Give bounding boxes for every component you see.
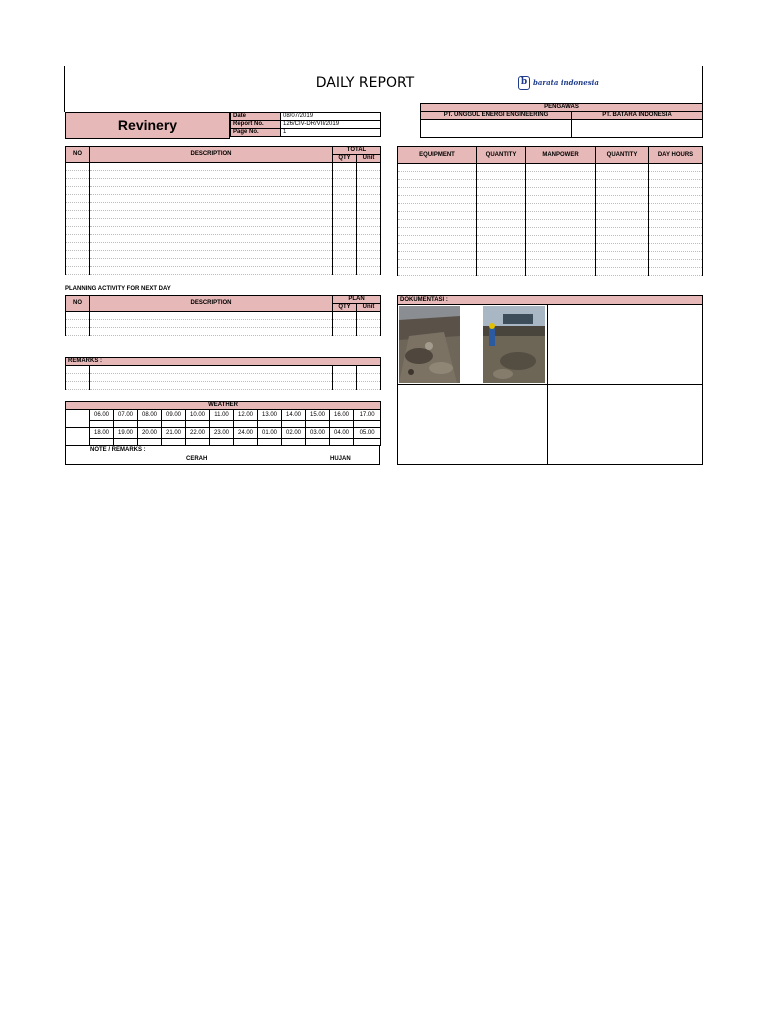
- activity-row: [66, 187, 381, 195]
- weather-row-label: [66, 410, 90, 428]
- weather-hour-cell: 24.00: [234, 428, 258, 439]
- resource-table: [397, 146, 703, 276]
- activity-cell: [357, 235, 381, 243]
- remarks-cell: [333, 374, 357, 382]
- weather-legend-cerah: CERAH: [186, 456, 208, 462]
- activity-cell: [333, 267, 357, 275]
- planning-cell: [90, 328, 333, 336]
- weather-mark-cell: [234, 439, 258, 446]
- documentation-cell-2: [547, 304, 703, 385]
- weather-mark-cell: [330, 421, 354, 428]
- planning-description-header: DESCRIPTION: [90, 296, 333, 312]
- weather-mark-cell: [114, 439, 138, 446]
- remarks-cell: [333, 382, 357, 390]
- activity-cell: [90, 203, 333, 211]
- resource-cell: [526, 228, 596, 236]
- activity-cell: [66, 227, 90, 235]
- site-photo-1: [399, 306, 460, 383]
- activity-cell: [357, 163, 381, 171]
- resource-cell: [526, 244, 596, 252]
- resource-cell: [596, 228, 649, 236]
- activity-cell: [333, 259, 357, 267]
- activity-cell: [90, 259, 333, 267]
- activity-cell: [357, 195, 381, 203]
- activity-row: [66, 267, 381, 275]
- resource-cell: [649, 172, 703, 180]
- resource-cell: [398, 172, 477, 180]
- weather-hour-cell: 04.00: [330, 428, 354, 439]
- planning-cell: [66, 320, 90, 328]
- weather-hour-cell: 09.00: [162, 410, 186, 421]
- activity-cell: [90, 219, 333, 227]
- weather-mark-cell: [258, 421, 282, 428]
- remarks-cell: [66, 374, 90, 382]
- resource-cell: [649, 252, 703, 260]
- resource-cell: [596, 244, 649, 252]
- documentation-cell-3: [397, 384, 548, 465]
- resource-cell: [649, 188, 703, 196]
- activity-cell: [333, 187, 357, 195]
- planning-qty-header: QTY: [333, 304, 357, 312]
- page-left-border: [64, 66, 65, 112]
- activity-cell: [333, 219, 357, 227]
- activity-cell: [357, 203, 381, 211]
- resource-cell: [477, 180, 526, 188]
- activity-cell: [66, 171, 90, 179]
- resource-row: [398, 180, 703, 188]
- remarks-cell: [357, 382, 381, 390]
- activity-cell: [90, 195, 333, 203]
- resource-cell: [596, 196, 649, 204]
- activity-table: [65, 146, 381, 275]
- remarks-cell: [66, 366, 90, 374]
- planning-cell: [66, 312, 90, 320]
- resource-cell: [649, 212, 703, 220]
- activity-row: [66, 195, 381, 203]
- weather-mark-cell: [258, 439, 282, 446]
- supervisor-table: [420, 103, 703, 138]
- remarks-cell: [357, 366, 381, 374]
- resource-cell: [477, 204, 526, 212]
- resource-cell: [596, 188, 649, 196]
- resource-cell: [398, 228, 477, 236]
- activity-cell: [90, 171, 333, 179]
- activity-cell: [66, 243, 90, 251]
- planning-no-header: NO: [66, 296, 90, 312]
- activity-cell: [66, 187, 90, 195]
- resource-cell: [398, 244, 477, 252]
- activity-cell: [357, 179, 381, 187]
- weather-hour-cell: 17.00: [354, 410, 381, 421]
- weather-mark-cell: [90, 439, 114, 446]
- weather-mark-cell: [138, 439, 162, 446]
- activity-cell: [66, 251, 90, 259]
- planning-cell: [357, 328, 381, 336]
- activity-row: [66, 243, 381, 251]
- weather-hour-cell: 19.00: [114, 428, 138, 439]
- planning-row: [66, 312, 381, 320]
- weather-mark-cell: [282, 421, 306, 428]
- resource-cell: [649, 196, 703, 204]
- remarks-row: [66, 374, 381, 382]
- activity-total-header: TOTAL: [333, 147, 381, 155]
- logo-text: barata indonesia: [533, 78, 599, 87]
- activity-cell: [66, 267, 90, 275]
- manpower-quantity-header: QUANTITY: [596, 147, 649, 164]
- planning-cell: [333, 320, 357, 328]
- resource-cell: [477, 244, 526, 252]
- page-no-value: 1: [281, 129, 381, 137]
- activity-cell: [357, 259, 381, 267]
- resource-cell: [596, 204, 649, 212]
- activity-cell: [357, 243, 381, 251]
- resource-cell: [398, 260, 477, 268]
- resource-cell: [596, 212, 649, 220]
- resource-cell: [649, 236, 703, 244]
- remarks-table: [65, 357, 381, 390]
- weather-table: [65, 401, 381, 446]
- date-label: Date: [231, 113, 281, 121]
- supervisor-party-1: PT. UNGGUL ENERGI ENGINEERING: [421, 112, 572, 120]
- equipment-header: EQUIPMENT: [398, 147, 477, 164]
- planning-cell: [333, 312, 357, 320]
- weather-mark-cell: [306, 439, 330, 446]
- resource-cell: [477, 228, 526, 236]
- report-no-label: Report No.: [231, 121, 281, 129]
- planning-cell: [90, 320, 333, 328]
- weather-hour-cell: 08.00: [138, 410, 162, 421]
- weather-right-line: [379, 445, 380, 465]
- weather-row-label: [66, 428, 90, 446]
- planning-cell: [66, 328, 90, 336]
- activity-cell: [90, 179, 333, 187]
- remarks-cell: [357, 374, 381, 382]
- resource-cell: [398, 236, 477, 244]
- activity-unit-header: Unit: [357, 155, 381, 163]
- planning-cell: [357, 320, 381, 328]
- resource-cell: [477, 220, 526, 228]
- weather-mark-cell: [210, 421, 234, 428]
- remarks-row: [66, 366, 381, 374]
- resource-row: [398, 188, 703, 196]
- activity-cell: [333, 203, 357, 211]
- resource-cell: [477, 188, 526, 196]
- weather-mark-cell: [234, 421, 258, 428]
- weather-mark-cell: [138, 421, 162, 428]
- resource-row: [398, 212, 703, 220]
- resource-cell: [526, 172, 596, 180]
- resource-cell: [596, 268, 649, 276]
- activity-cell: [90, 267, 333, 275]
- weather-hour-cell: 01.00: [258, 428, 282, 439]
- resource-cell: [398, 204, 477, 212]
- resource-row: [398, 252, 703, 260]
- remarks-cell: [90, 366, 333, 374]
- weather-mark-cell: [114, 421, 138, 428]
- weather-mark-cell: [354, 439, 381, 446]
- resource-row: [398, 268, 703, 276]
- remarks-cell: [90, 374, 333, 382]
- weather-header: WEATHER: [66, 402, 381, 410]
- weather-hour-cell: 10.00: [186, 410, 210, 421]
- weather-hour-cell: 20.00: [138, 428, 162, 439]
- activity-description-header: DESCRIPTION: [90, 147, 333, 163]
- resource-cell: [596, 220, 649, 228]
- manpower-header: MANPOWER: [526, 147, 596, 164]
- planning-cell: [333, 328, 357, 336]
- activity-cell: [357, 219, 381, 227]
- resource-cell: [649, 204, 703, 212]
- resource-cell: [477, 260, 526, 268]
- resource-cell: [477, 252, 526, 260]
- activity-cell: [333, 179, 357, 187]
- activity-row: [66, 179, 381, 187]
- activity-cell: [333, 235, 357, 243]
- weather-mark-row: [66, 439, 381, 446]
- weather-mark-cell: [186, 439, 210, 446]
- site-photo-2: [483, 306, 545, 383]
- resource-cell: [398, 180, 477, 188]
- resource-cell: [596, 252, 649, 260]
- resource-cell: [649, 164, 703, 172]
- resource-cell: [398, 268, 477, 276]
- resource-row: [398, 228, 703, 236]
- activity-cell: [333, 243, 357, 251]
- activity-cell: [90, 227, 333, 235]
- weather-hour-cell: 21.00: [162, 428, 186, 439]
- planning-plan-header: PLAN: [333, 296, 381, 304]
- activity-no-header: NO: [66, 147, 90, 163]
- weather-hour-cell: 18.00: [90, 428, 114, 439]
- weather-mark-cell: [330, 439, 354, 446]
- company-logo: [518, 76, 604, 92]
- weather-hour-cell: 05.00: [354, 428, 381, 439]
- resource-cell: [649, 244, 703, 252]
- resource-cell: [596, 172, 649, 180]
- activity-cell: [66, 219, 90, 227]
- resource-cell: [526, 204, 596, 212]
- weather-mark-cell: [162, 421, 186, 428]
- resource-row: [398, 164, 703, 172]
- resource-cell: [477, 196, 526, 204]
- weather-hours-row: [66, 410, 381, 421]
- weather-hour-cell: 22.00: [186, 428, 210, 439]
- report-info-row: [231, 113, 381, 121]
- page-no-label: Page No.: [231, 129, 281, 137]
- weather-hour-cell: 02.00: [282, 428, 306, 439]
- resource-row: [398, 196, 703, 204]
- activity-cell: [90, 243, 333, 251]
- report-info-table: [230, 112, 381, 137]
- resource-cell: [596, 236, 649, 244]
- remarks-cell: [333, 366, 357, 374]
- activity-cell: [90, 251, 333, 259]
- documentation-cell-4: [547, 384, 703, 465]
- resource-cell: [477, 268, 526, 276]
- planning-row: [66, 328, 381, 336]
- equipment-quantity-header: QUANTITY: [477, 147, 526, 164]
- activity-cell: [333, 163, 357, 171]
- resource-cell: [649, 268, 703, 276]
- activity-cell: [333, 227, 357, 235]
- activity-cell: [333, 251, 357, 259]
- activity-cell: [333, 211, 357, 219]
- resource-cell: [526, 252, 596, 260]
- resource-cell: [398, 196, 477, 204]
- remarks-header: REMARKS :: [66, 358, 381, 366]
- report-title: DAILY REPORT: [315, 75, 415, 91]
- activity-row: [66, 235, 381, 243]
- weather-hours-row: [66, 428, 381, 439]
- activity-cell: [66, 179, 90, 187]
- weather-hour-cell: 13.00: [258, 410, 282, 421]
- weather-hour-cell: 06.00: [90, 410, 114, 421]
- resource-cell: [398, 164, 477, 172]
- activity-row: [66, 251, 381, 259]
- resource-row: [398, 220, 703, 228]
- supervisor-sign-2: [572, 120, 703, 138]
- resource-cell: [526, 188, 596, 196]
- activity-row: [66, 211, 381, 219]
- supervisor-sign-1: [421, 120, 572, 138]
- resource-cell: [649, 180, 703, 188]
- project-name: Revinery: [65, 112, 230, 139]
- weather-mark-row: [66, 421, 381, 428]
- resource-cell: [526, 212, 596, 220]
- activity-cell: [357, 227, 381, 235]
- activity-cell: [357, 251, 381, 259]
- resource-cell: [477, 236, 526, 244]
- resource-cell: [596, 164, 649, 172]
- supervisor-party-2: PT. BATARA INDONESIA: [572, 112, 703, 120]
- report-info-row: [231, 129, 381, 137]
- resource-cell: [477, 212, 526, 220]
- weather-hour-cell: 14.00: [282, 410, 306, 421]
- activity-row: [66, 227, 381, 235]
- activity-row: [66, 219, 381, 227]
- weather-hour-cell: 03.00: [306, 428, 330, 439]
- resource-cell: [596, 180, 649, 188]
- resource-cell: [477, 164, 526, 172]
- activity-cell: [333, 171, 357, 179]
- resource-cell: [526, 180, 596, 188]
- date-value: 08/07/2019: [281, 113, 381, 121]
- resource-cell: [398, 212, 477, 220]
- weather-note-label: NOTE / REMARKS :: [90, 447, 146, 453]
- weather-mark-cell: [306, 421, 330, 428]
- weather-mark-cell: [186, 421, 210, 428]
- planning-row: [66, 320, 381, 328]
- resource-row: [398, 260, 703, 268]
- weather-hour-cell: 16.00: [330, 410, 354, 421]
- weather-mark-cell: [210, 439, 234, 446]
- report-no-value: 126/CIV-DR/VII/2019: [281, 121, 381, 129]
- resource-cell: [398, 188, 477, 196]
- planning-cell: [357, 312, 381, 320]
- logo-icon: b: [518, 76, 530, 90]
- weather-mark-cell: [162, 439, 186, 446]
- planning-cell: [90, 312, 333, 320]
- activity-row: [66, 203, 381, 211]
- activity-cell: [357, 211, 381, 219]
- supervisor-header: PENGAWAS: [421, 104, 703, 112]
- documentation-title: DOKUMENTASI :: [400, 297, 448, 303]
- activity-qty-header: QTY: [333, 155, 357, 163]
- resource-row: [398, 172, 703, 180]
- activity-cell: [90, 187, 333, 195]
- remarks-row: [66, 382, 381, 390]
- remarks-cell: [66, 382, 90, 390]
- activity-row: [66, 163, 381, 171]
- resource-cell: [526, 236, 596, 244]
- resource-cell: [596, 260, 649, 268]
- activity-cell: [66, 235, 90, 243]
- resource-cell: [649, 260, 703, 268]
- planning-unit-header: Unit: [357, 304, 381, 312]
- activity-cell: [90, 163, 333, 171]
- activity-cell: [66, 211, 90, 219]
- weather-legend-hujan: HUJAN: [330, 456, 351, 462]
- activity-cell: [357, 267, 381, 275]
- activity-cell: [66, 163, 90, 171]
- activity-cell: [66, 203, 90, 211]
- activity-row: [66, 259, 381, 267]
- weather-mark-cell: [282, 439, 306, 446]
- planning-table: [65, 295, 381, 336]
- resource-cell: [398, 220, 477, 228]
- resource-row: [398, 236, 703, 244]
- resource-cell: [649, 228, 703, 236]
- activity-row: [66, 171, 381, 179]
- weather-mark-cell: [354, 421, 381, 428]
- weather-left-line: [65, 445, 66, 465]
- weather-hour-cell: 12.00: [234, 410, 258, 421]
- weather-hour-cell: 23.00: [210, 428, 234, 439]
- weather-hour-cell: 15.00: [306, 410, 330, 421]
- resource-cell: [398, 252, 477, 260]
- resource-cell: [649, 220, 703, 228]
- weather-hour-cell: 11.00: [210, 410, 234, 421]
- activity-cell: [357, 171, 381, 179]
- resource-cell: [526, 260, 596, 268]
- resource-cell: [526, 220, 596, 228]
- activity-cell: [66, 195, 90, 203]
- day-hours-header: DAY HOURS: [649, 147, 703, 164]
- remarks-cell: [90, 382, 333, 390]
- activity-cell: [357, 187, 381, 195]
- activity-cell: [90, 211, 333, 219]
- resource-cell: [526, 268, 596, 276]
- activity-cell: [66, 259, 90, 267]
- weather-hour-cell: 07.00: [114, 410, 138, 421]
- activity-cell: [333, 195, 357, 203]
- activity-cell: [90, 235, 333, 243]
- planning-title: PLANNING ACTIVITY FOR NEXT DAY: [65, 286, 171, 292]
- report-info-row: [231, 121, 381, 129]
- resource-cell: [526, 196, 596, 204]
- weather-mark-cell: [90, 421, 114, 428]
- resource-row: [398, 244, 703, 252]
- resource-row: [398, 204, 703, 212]
- resource-cell: [526, 164, 596, 172]
- resource-cell: [477, 172, 526, 180]
- weather-bottom-line: [65, 464, 380, 465]
